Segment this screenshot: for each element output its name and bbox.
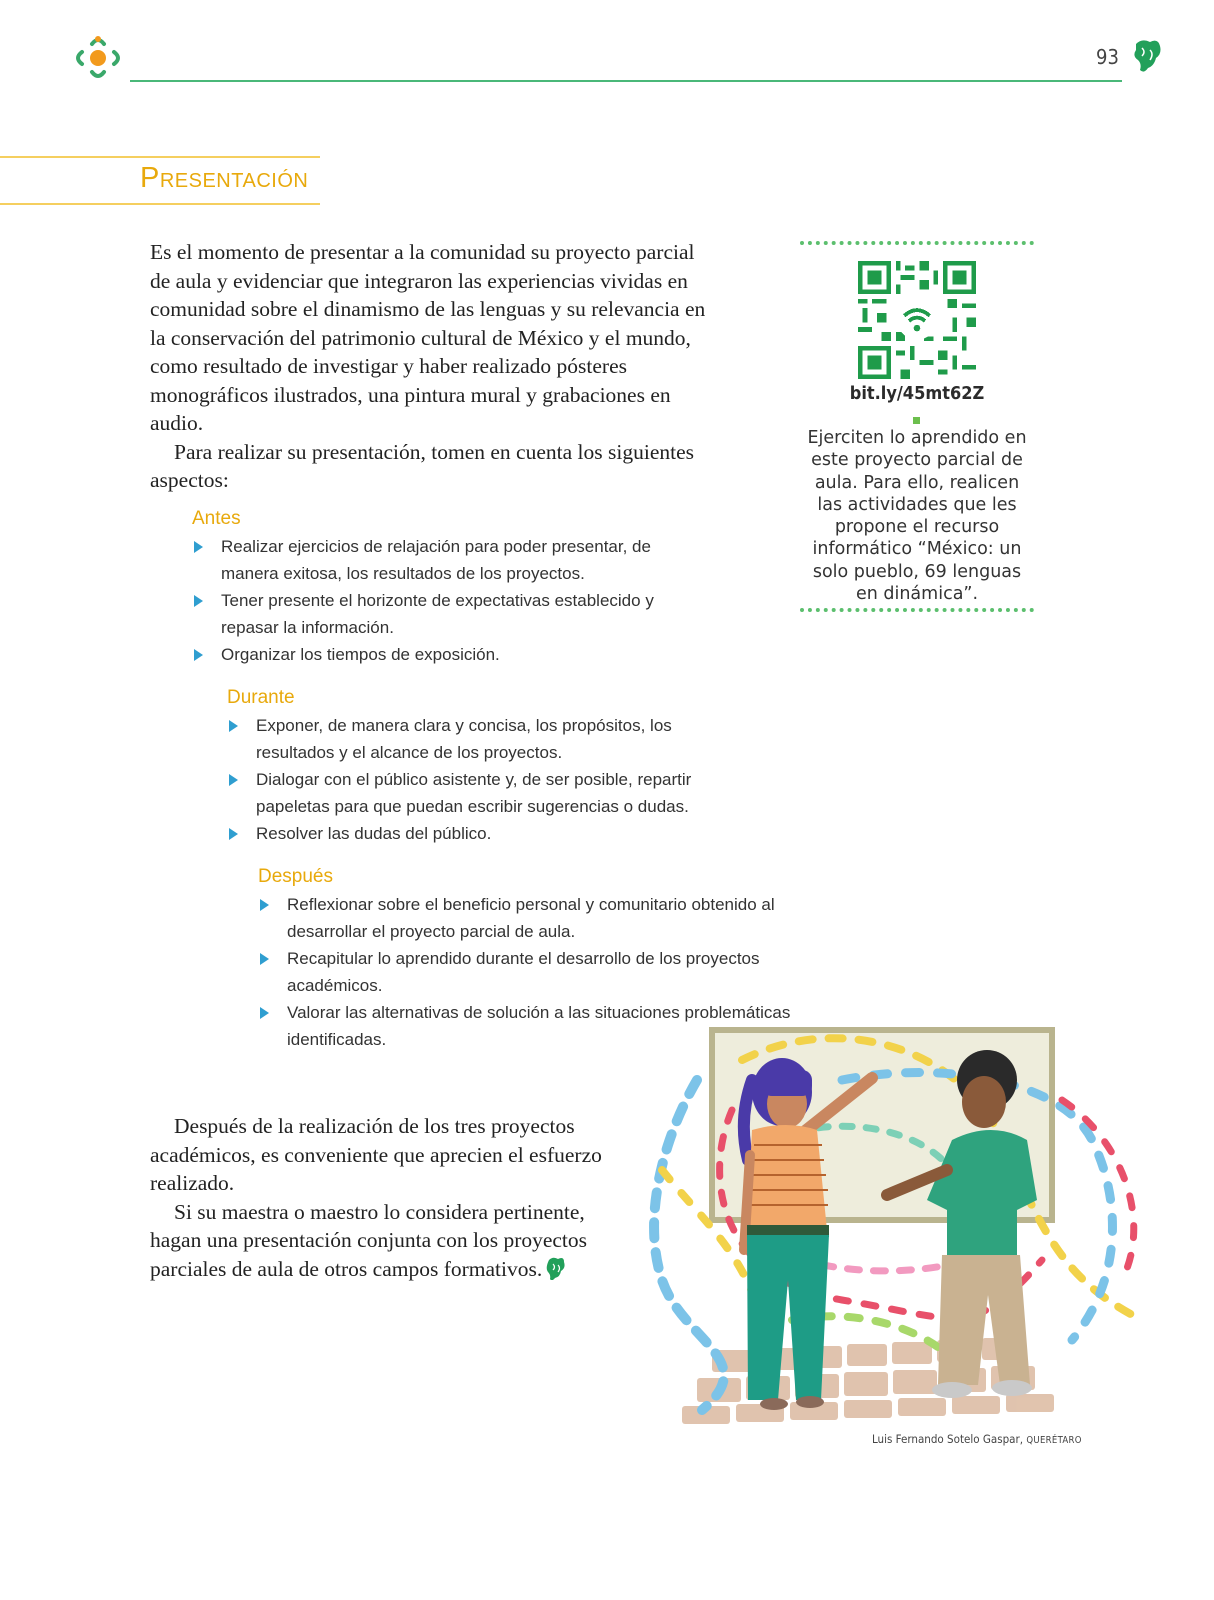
phase-title-despues: Después [258, 866, 333, 887]
sidebar-text: Ejerciten lo aprendido en este proyecto parcial de aula. Para ello, realicen las actividades que les propone el recurso informático “México: un solo pueblo, 69 lenguas en dinámica”. [807, 428, 1027, 605]
bullet-triangle-icon [229, 828, 238, 840]
intro-paragraph-1: Es el momento de presentar a la comunidad su proyecto parcial de aula y evidenciar que integraron las experiencias vividas en comunidad sobre el dinamismo de las lenguas y su relevancia en la conservación del patrimonio cultural de México y el mundo, como resultado de investigar y haber realizado pósteres monográficos ilustrados, una pintura mural y grabaciones en audio. [150, 240, 706, 435]
illustration-credit [872, 1432, 1082, 1446]
bullet-triangle-icon [194, 595, 203, 607]
list-item-text: Valorar las alternativas de solución a las situaciones problemáticas identificadas. [287, 1003, 791, 1049]
bullet-triangle-icon [229, 774, 238, 786]
dotted-divider-top [800, 241, 1034, 245]
intro-paragraph-2: Para realizar su presentación, tomen en cuenta los siguientes aspectos: [150, 439, 694, 492]
page-mark-icon [1132, 38, 1162, 74]
list-item [227, 820, 727, 847]
list-item [192, 533, 692, 587]
credit-name: Luis Fernando Sotelo Gaspar, [872, 1432, 1024, 1446]
list-item [258, 891, 798, 945]
children-presenting-illustration [642, 1020, 1162, 1425]
phase-list-antes [192, 533, 692, 668]
list-item-text: Resolver las dudas del público. [256, 824, 492, 843]
list-item [258, 945, 798, 999]
dotted-divider-bottom [800, 608, 1034, 612]
closing-paragraph-2-text: Si su maestra o maestro lo considera pertinente, hagan una presentación conjunta con los proyectos parciales de aula de otros campos formativos. [150, 1199, 588, 1281]
qr-url-link[interactable]: bit.ly/45mt62Z [849, 383, 985, 404]
header-divider [130, 80, 1122, 82]
list-item [192, 641, 692, 668]
title-rule-bottom [0, 203, 320, 205]
list-item-text: Organizar los tiempos de exposición. [221, 645, 500, 664]
credit-state: QUERÉTARO [1026, 1435, 1082, 1446]
bullet-triangle-icon [260, 1007, 269, 1019]
list-item [227, 712, 727, 766]
phase-title-durante: Durante [227, 687, 295, 708]
list-item-text: Realizar ejercicios de relajación para poder presentar, de manera exitosa, los resultados de los proyectos. [221, 537, 651, 583]
bullet-triangle-icon [260, 899, 269, 911]
bullet-triangle-icon [229, 720, 238, 732]
list-item-text: Exponer, de manera clara y concisa, los propósitos, los resultados y el alcance de los proyectos. [256, 716, 672, 762]
list-item [192, 587, 692, 641]
phase-antes [192, 508, 692, 668]
phase-title-antes: Antes [192, 508, 241, 529]
list-item-text: Reflexionar sobre el beneficio personal y comunitario obtenido al desarrollar el proyecto parcial de aula. [287, 895, 775, 941]
title-rule-top [0, 156, 320, 158]
section-title: Presentación [140, 162, 309, 194]
phase-list-durante [227, 712, 727, 847]
phase-durante [227, 687, 727, 847]
list-item-text: Recapitular lo aprendido durante el desarrollo de los proyectos académicos. [287, 949, 760, 995]
closing-paragraph-1: Después de la realización de los tres proyectos académicos, es conveniente que aprecien el esfuerzo realizado. [150, 1114, 602, 1195]
closing-text [150, 1112, 640, 1283]
resource-sidebar [800, 241, 1034, 619]
qr-code[interactable] [858, 261, 976, 379]
list-item-text: Dialogar con el público asistente y, de ser posible, repartir papeletas para que puedan escribir sugerencias o dudas. [256, 770, 692, 816]
intro-text [150, 238, 710, 495]
bullet-triangle-icon [260, 953, 269, 965]
end-mark-icon [546, 1256, 566, 1280]
bullet-triangle-icon [194, 541, 203, 553]
list-item [227, 766, 727, 820]
page-number: 93 [1096, 45, 1119, 69]
bullet-triangle-icon [194, 649, 203, 661]
closing-paragraph-2 [150, 1198, 640, 1284]
list-item-text: Tener presente el horizonte de expectativas establecido y repasar la información. [221, 591, 654, 637]
campo-formativo-logo-icon [70, 30, 126, 86]
separator-square-icon [913, 417, 920, 424]
